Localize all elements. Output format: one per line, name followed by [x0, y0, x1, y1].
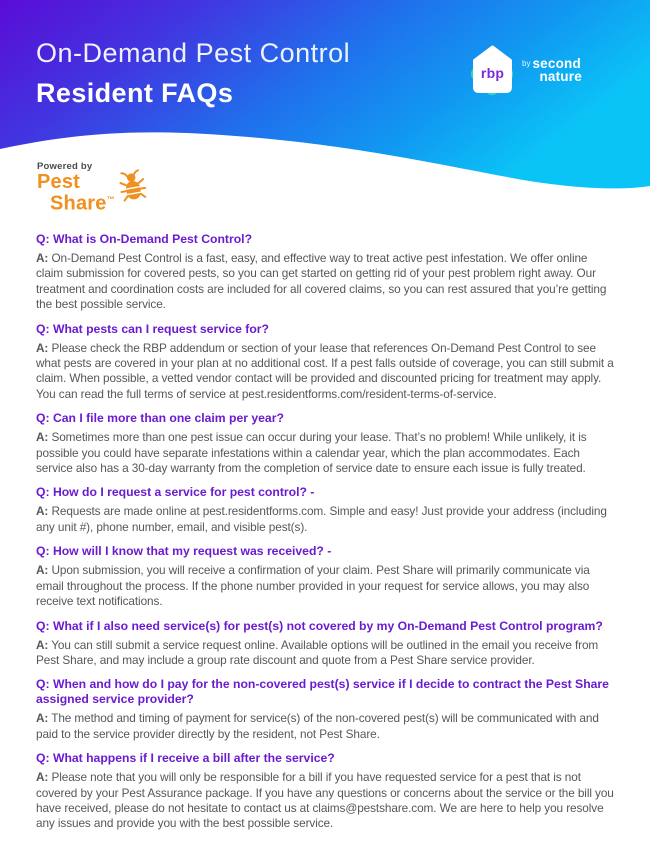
faq-question: Q: How do I request a service for pest control? -	[36, 485, 315, 500]
faq-answer: A: You can still submit a service request online. Available options will be outlined in the email you receive from Pest Share, and may include a group rate discount and quote from a Pest Share service provider.	[36, 637, 599, 667]
brand-word-second: second	[532, 56, 581, 71]
faq-answer: A: On-Demand Pest Control is a fast, easy, and effective way to treat active pest infestation. We offer online claim submission for covered pests, so you can get started on getting rid of your pest problem right away. Our treatment and coordination costs are included for all covered claims, so you can rest assured that you’re getting the best possible service.	[36, 251, 607, 312]
rbp-logo-mark	[472, 45, 513, 95]
hero-titles	[36, 38, 350, 109]
faq-question: Q: Can I file more than one claim per year?	[36, 411, 284, 426]
faq-answer: A: Please check the RBP addendum or section of your lease that references On-Demand Pest Control to see what pests are covered in your plan at no additional cost. If a pest falls outside of coverage, you can still submit a claim. When possible, a vetted vendor contact will be provided and discounted pricing for treatment may apply. You can read the full terms of service at pest.residentforms.com/resident-terms-of-service.	[36, 340, 614, 401]
faq-question: Q: What is On-Demand Pest Control?	[36, 232, 253, 246]
hero-header	[0, 0, 650, 222]
brand-word-nature: nature	[539, 69, 582, 84]
second-nature-wordmark	[522, 57, 582, 83]
faq-answer: A: The method and timing of payment for service(s) of the non-covered pest(s) will be communicated with and paid to the service provider directly by the resident, not Pest Share.	[36, 711, 599, 741]
powered-by-label: Powered by	[37, 161, 93, 172]
faq-answer: A: Sometimes more than one pest issue can occur during your lease. That’s no problem! While unlikely, it is possible you could have separate infestations within a calendar year, which the plan accommodates. Each service also has a 30-day warranty from the completion of service date to ensure each issue is fully treated.	[36, 430, 587, 476]
page-subtitle: Resident FAQs	[36, 78, 234, 108]
faq-question: Q: When and how do I pay for the non-covered pest(s) service if I decide to contract the Pest Share assigned service provider?	[36, 677, 609, 707]
faq-item	[36, 677, 614, 742]
faq-item	[36, 544, 614, 609]
faq-list	[0, 222, 650, 832]
pestshare-word-pest: Pest	[37, 171, 81, 193]
faq-question: Q: What if I also need service(s) for pest(s) not covered by my On-Demand Pest Control program?	[36, 618, 603, 633]
faq-item	[36, 619, 614, 669]
faq-item	[36, 411, 614, 476]
pestshare-word-share: Share™	[50, 192, 115, 215]
byline-label: by	[522, 59, 531, 68]
faq-answer: A: Upon submission, you will receive a confirmation of your claim. Pest Share will primarily communicate via email throughout the process. If the phone number provided in your request for service allows, you may also receive text notifications.	[36, 563, 590, 609]
page-title: On-Demand Pest Control	[36, 38, 351, 68]
faq-answer: A: Please note that you will only be responsible for a bill if you have requested service for a pest that is not covered by your Pest Assurance package. If you have any questions or concerns about the service or the bill you have received, please do not hesitate to contact us at claims@pestshare.com. We are here to help you resolve any issues and provide you with the best possible service.	[36, 770, 614, 831]
pestshare-bug-icon	[116, 167, 148, 203]
trademark-symbol: ™	[106, 195, 115, 204]
rbp-second-nature-logo	[472, 45, 582, 95]
faq-item	[36, 751, 614, 832]
faq-item	[36, 485, 614, 535]
rbp-logo-text: rbp	[480, 65, 505, 81]
faq-answer: A: Requests are made online at pest.residentforms.com. Simple and easy! Just provide your address (including any unit #), phone number, email, and visible pest(s).	[36, 504, 607, 534]
faq-item	[36, 322, 614, 403]
faq-question: Q: What pests can I request service for?	[36, 321, 269, 336]
pestshare-logo	[37, 161, 146, 213]
faq-item	[36, 232, 614, 313]
faq-question: Q: What happens if I receive a bill after the service?	[36, 751, 335, 766]
faq-question: Q: How will I know that my request was received? -	[36, 544, 332, 559]
